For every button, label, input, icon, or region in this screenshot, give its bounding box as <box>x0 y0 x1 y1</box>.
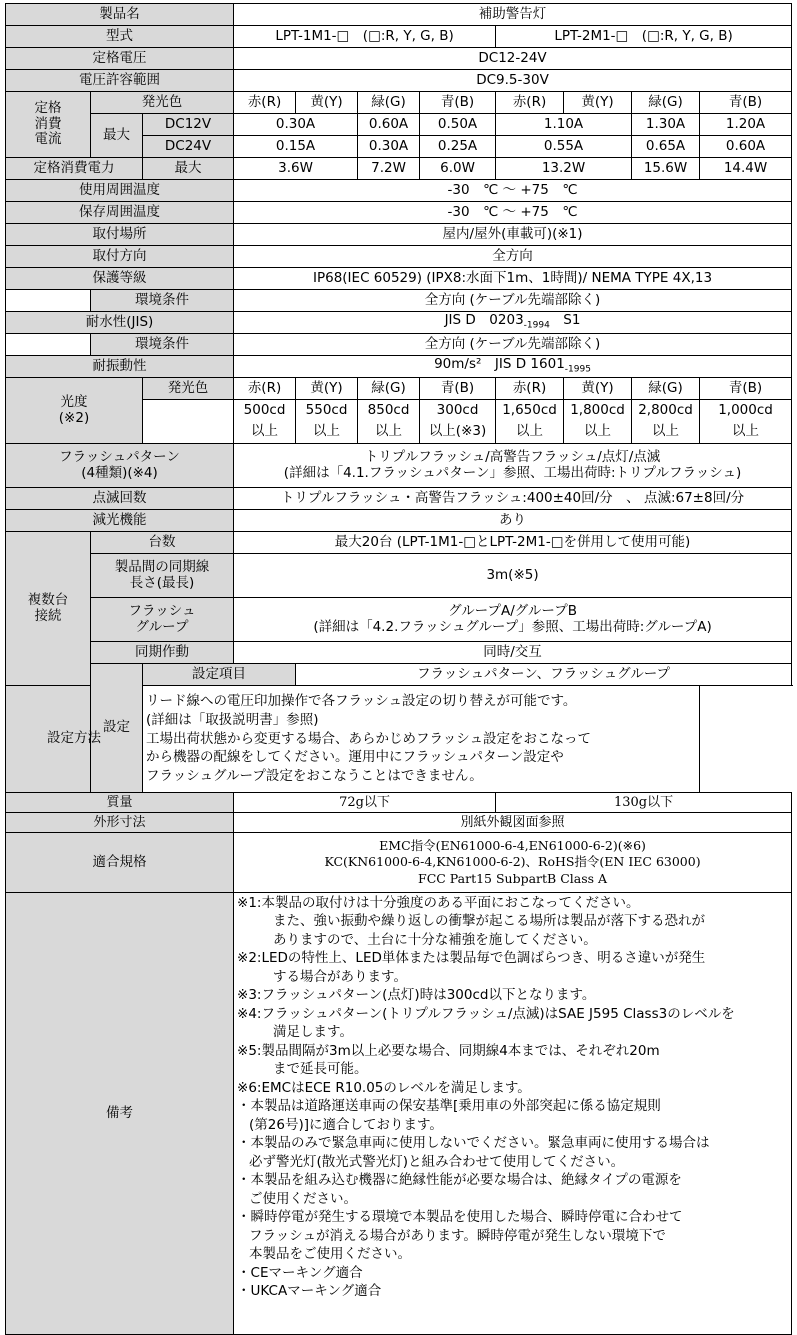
label-current-max: 最大 <box>91 114 143 158</box>
color-cell: 黄(Y) <box>564 92 632 114</box>
value-mass-1m1: 72g以下 <box>234 793 496 813</box>
spec-table <box>5 3 792 1335</box>
label-water-env: 環境条件 <box>91 334 234 356</box>
value-cell: 以上 <box>564 422 632 444</box>
value-cell: 500cd <box>234 400 296 422</box>
value-protection: IP68(IEC 60529) (IPX8:水面下1m、1時間)/ NEMA TYPE 4X,13 <box>234 268 792 290</box>
label-power: 定格消費電力 <box>6 158 143 180</box>
note-6: ※6:EMCはECE R10.05のレベルを満足します。 <box>237 1079 531 1096</box>
bullet-5: ・CEマーキング適合 <box>237 1264 363 1281</box>
value-cell: 以上(※3) <box>420 422 496 444</box>
color-cell: 赤(R) <box>234 378 296 400</box>
row-setting-items <box>6 664 792 686</box>
label-model: 型式 <box>6 26 234 48</box>
row-multi-units <box>6 532 792 554</box>
row-standards <box>6 833 792 893</box>
note-1: ※1:本製品の取付けは十分強度のある平面におこなってください。 また、強い振動や繰り返しの衝撃が起こる場所は製品が落下する恐れが ありますので、土台に十分な補強を施してください。 <box>237 895 706 948</box>
value-voltage-range: DC9.5-30V <box>234 70 792 92</box>
color-cell: 緑(G) <box>358 92 420 114</box>
value-cell: 7.2W <box>358 158 420 180</box>
label-rated-voltage: 定格電圧 <box>6 48 234 70</box>
label-protection-env: 環境条件 <box>91 290 234 312</box>
value-blink-count: トリプルフラッシュ・高警告フラッシュ:400±40回/分 、 点滅:67±8回/分 <box>234 488 792 510</box>
bullet-6: ・UKCAマーキング適合 <box>237 1283 382 1300</box>
label-current-color: 発光色 <box>91 92 234 114</box>
label-mass: 質量 <box>6 793 234 813</box>
row-voltage-range <box>6 70 792 92</box>
bullet-3: ・本製品を組み込む機器に絶縁性能が必要な場合は、絶縁タイプの電源を ご使用ください。 <box>237 1172 682 1207</box>
row-rated-voltage <box>6 48 792 70</box>
value-setting-items: フラッシュパターン、フラッシュグループ <box>296 664 792 686</box>
value-rated-voltage: DC12-24V <box>234 48 792 70</box>
value-cell: 以上 <box>700 422 792 444</box>
label-voltage-range: 電圧許容範囲 <box>6 70 234 92</box>
row-model <box>6 26 792 48</box>
value-cell: 1,650cd <box>496 400 564 422</box>
row-current-dc12 <box>6 114 792 136</box>
value-cell: 2,800cd <box>632 400 700 422</box>
value-cell: 1.10A <box>496 114 632 136</box>
label-multi-flash-group: フラッシュ グループ <box>91 598 234 642</box>
color-cell: 赤(R) <box>496 378 564 400</box>
label-remarks: 備考 <box>6 893 234 1335</box>
bullet-1: ・本製品は道路運送車両の保安基準[乗用車の外部突起に係る協定規則 (第26号)]に適合しております。 <box>237 1098 661 1133</box>
value-cell: 550cd <box>296 400 358 422</box>
label-mounting-direction: 取付方向 <box>6 246 234 268</box>
label-vibration: 耐振動性 <box>6 356 234 378</box>
color-cell: 黄(Y) <box>296 378 358 400</box>
row-multi-sync-op <box>6 642 792 664</box>
value-mounting-direction: 全方向 <box>234 246 792 268</box>
value-multi-sync: 3m(※5) <box>234 554 792 598</box>
value-cell: 0.60A <box>700 136 792 158</box>
label-setting: 設定 <box>91 664 143 793</box>
label-luminous: 光度 (※2) <box>6 378 143 444</box>
value-cell: 13.2W <box>496 158 632 180</box>
row-multi-group <box>6 598 792 642</box>
bullet-4: ・瞬時停電が発生する環境で本製品を使用した場合、瞬時停電に合わせて フラッシュが消える場合があります。瞬時停電が発生しない環境下で 本製品をご使用ください。 <box>237 1209 683 1263</box>
value-cell: 1.20A <box>700 114 792 136</box>
label-current-group: 定格 消費 電流 <box>6 92 91 158</box>
label-mounting-place: 取付場所 <box>6 224 234 246</box>
value-cell: 以上 <box>234 422 296 444</box>
row-flash-pattern <box>6 444 792 488</box>
value-cell: 3.6W <box>234 158 358 180</box>
row-vibration <box>6 356 792 378</box>
label-multi-units: 台数 <box>91 532 234 554</box>
note-4: ※4:フラッシュパターン(トリプルフラッシュ/点滅)はSAE J595 Class3のレベルを 満足します。 <box>237 1005 735 1041</box>
label-dc12: DC12V <box>143 114 234 136</box>
row-dimensions <box>6 813 792 833</box>
color-cell: 赤(R) <box>234 92 296 114</box>
label-storage-temp: 保存周囲温度 <box>6 202 234 224</box>
color-cell: 緑(G) <box>358 378 420 400</box>
row-blink-count <box>6 488 792 510</box>
value-storage-temp: -30 ℃ ～ +75 ℃ <box>234 202 792 224</box>
indent-spacer <box>6 334 91 356</box>
value-cell: 6.0W <box>420 158 496 180</box>
row-remarks <box>6 893 792 1335</box>
label-blink-count: 点滅回数 <box>6 488 234 510</box>
row-mounting-direction <box>6 246 792 268</box>
value-remarks <box>234 893 792 1335</box>
label-setting-items: 設定項目 <box>143 664 296 686</box>
row-multi-sync <box>6 554 792 598</box>
value-cell: 以上 <box>632 422 700 444</box>
value-cell: 0.60A <box>358 114 420 136</box>
value-cell: 15.6W <box>632 158 700 180</box>
value-cell: 14.4W <box>700 158 792 180</box>
value-operating-temp: -30 ℃ ～ +75 ℃ <box>234 180 792 202</box>
value-model-2m1: LPT-2M1-□ (□:R, Y, G, B) <box>496 26 792 48</box>
row-water-env <box>6 334 792 356</box>
value-cell: 0.50A <box>420 114 496 136</box>
row-power <box>6 158 792 180</box>
value-standards: EMC指令(EN61000-6-4,EN61000-6-2)(※6) KC(KN61000-6-4,KN61000-6-2)、RoHS指令(EN IEC 63000) FCC Part15 SubpartB Class A <box>234 833 792 893</box>
color-cell: 黄(Y) <box>564 378 632 400</box>
label-setting-method: 設定方法 <box>6 686 143 793</box>
value-cell: 1.30A <box>632 114 700 136</box>
label-standards: 適合規格 <box>6 833 234 893</box>
row-storage-temp <box>6 202 792 224</box>
value-cell: 300cd <box>420 400 496 422</box>
row-current-colors <box>6 92 792 114</box>
value-cell: 0.15A <box>234 136 358 158</box>
color-cell: 黄(Y) <box>296 92 358 114</box>
value-setting-method: リード線への電圧印加操作で各フラッシュ設定の切り替えが可能です。 (詳細は「取扱説明書」参照) 工場出荷状態から変更する場合、あらかじめフラッシュ設定をおこなって から機器の配線をしてください。運用中にフラッシュパターン設定や フラッシュグループ設定をおこなうことはできません。 <box>143 686 700 793</box>
label-dc24: DC24V <box>143 136 234 158</box>
color-cell: 青(B) <box>700 378 792 400</box>
value-cell: 0.25A <box>420 136 496 158</box>
note-5: ※5:製品間隔が3m以上必要な場合、同期線4本までは、それぞれ20m まで延長可能。 <box>237 1042 660 1078</box>
label-multi-sync-op: 同期作動 <box>91 642 234 664</box>
row-mounting-place <box>6 224 792 246</box>
value-cell: 0.30A <box>234 114 358 136</box>
color-cell: 赤(R) <box>496 92 564 114</box>
value-cell: 850cd <box>358 400 420 422</box>
value-dimensions: 別紙外観図面参照 <box>234 813 792 833</box>
label-protection: 保護等級 <box>6 268 234 290</box>
label-operating-temp: 使用周囲温度 <box>6 180 234 202</box>
value-cell: 0.30A <box>358 136 420 158</box>
value-vibration: 90m/s² JIS D $1601_{-1995}$ <box>234 356 792 378</box>
value-cell: 0.55A <box>496 136 632 158</box>
value-multi-sync-op: 同時/交互 <box>234 642 792 664</box>
row-water <box>6 312 792 334</box>
color-cell: 青(B) <box>700 92 792 114</box>
label-multi-group: 複数台 接続 <box>6 532 91 686</box>
value-product-name: 補助警告灯 <box>234 4 792 26</box>
row-protection <box>6 268 792 290</box>
value-cell: 以上 <box>496 422 564 444</box>
row-setting-method <box>6 686 792 793</box>
color-cell: 緑(G) <box>632 378 700 400</box>
value-dimming: あり <box>234 510 792 532</box>
value-mounting-place: 屋内/屋外(車載可)(※1) <box>234 224 792 246</box>
label-water: 耐水性(JIS) <box>6 312 234 334</box>
value-cell: 0.65A <box>632 136 700 158</box>
note-3: ※3:フラッシュパターン(点灯)時は300cd以下となります。 <box>237 987 596 1004</box>
value-flash-pattern: トリプルフラッシュ/高警告フラッシュ/点灯/点滅 (詳細は「4.1.フラッシュパターン」参照、工場出荷時:トリプルフラッシュ) <box>234 444 792 488</box>
row-operating-temp <box>6 180 792 202</box>
luminous-spacer <box>143 400 234 444</box>
color-cell: 青(B) <box>420 378 496 400</box>
value-multi-flash-group: グループA/グループB (詳細は「4.2.フラッシュグループ」参照、工場出荷時:グループA) <box>234 598 792 642</box>
value-water-env: 全方向 (ケーブル先端部除く) <box>234 334 792 356</box>
row-protection-env <box>6 290 792 312</box>
indent-spacer <box>6 290 91 312</box>
row-product-name <box>6 4 792 26</box>
value-cell: 1,800cd <box>564 400 632 422</box>
value-multi-units: 最大20台 (LPT-1M1-□とLPT-2M1-□を併用して使用可能) <box>234 532 792 554</box>
color-cell: 青(B) <box>420 92 496 114</box>
color-cell: 緑(G) <box>632 92 700 114</box>
row-dimming <box>6 510 792 532</box>
value-mass-2m1: 130g以下 <box>496 793 792 813</box>
value-cell: 以上 <box>358 422 420 444</box>
value-cell: 以上 <box>296 422 358 444</box>
label-multi-sync: 製品間の同期線 長さ(最長) <box>91 554 234 598</box>
label-dimensions: 外形寸法 <box>6 813 234 833</box>
label-power-max: 最大 <box>143 158 234 180</box>
label-product-name: 製品名 <box>6 4 234 26</box>
label-dimming: 減光機能 <box>6 510 234 532</box>
value-protection-env: 全方向 (ケーブル先端部除く) <box>234 290 792 312</box>
value-model-1m1: LPT-1M1-□ (□:R, Y, G, B) <box>234 26 496 48</box>
value-cell: 1,000cd <box>700 400 792 422</box>
bullet-2: ・本製品のみで緊急車両に使用しないでください。緊急車両に使用する場合は 必ず警光灯(散光式警光灯)と組み合わせて使用してください。 <box>237 1135 710 1170</box>
value-water: JIS D $0203_{-1994}$ S1 <box>234 312 792 334</box>
label-luminous-color: 発光色 <box>143 378 234 400</box>
label-flash-pattern: フラッシュパターン (4種類)(※4) <box>6 444 234 488</box>
row-mass <box>6 793 792 813</box>
note-2: ※2:LEDの特性上、LED単体または製品毎で色調ばらつき、明るさ違いが発生 する場合があります。 <box>237 950 706 985</box>
row-luminous-colors <box>6 378 792 400</box>
